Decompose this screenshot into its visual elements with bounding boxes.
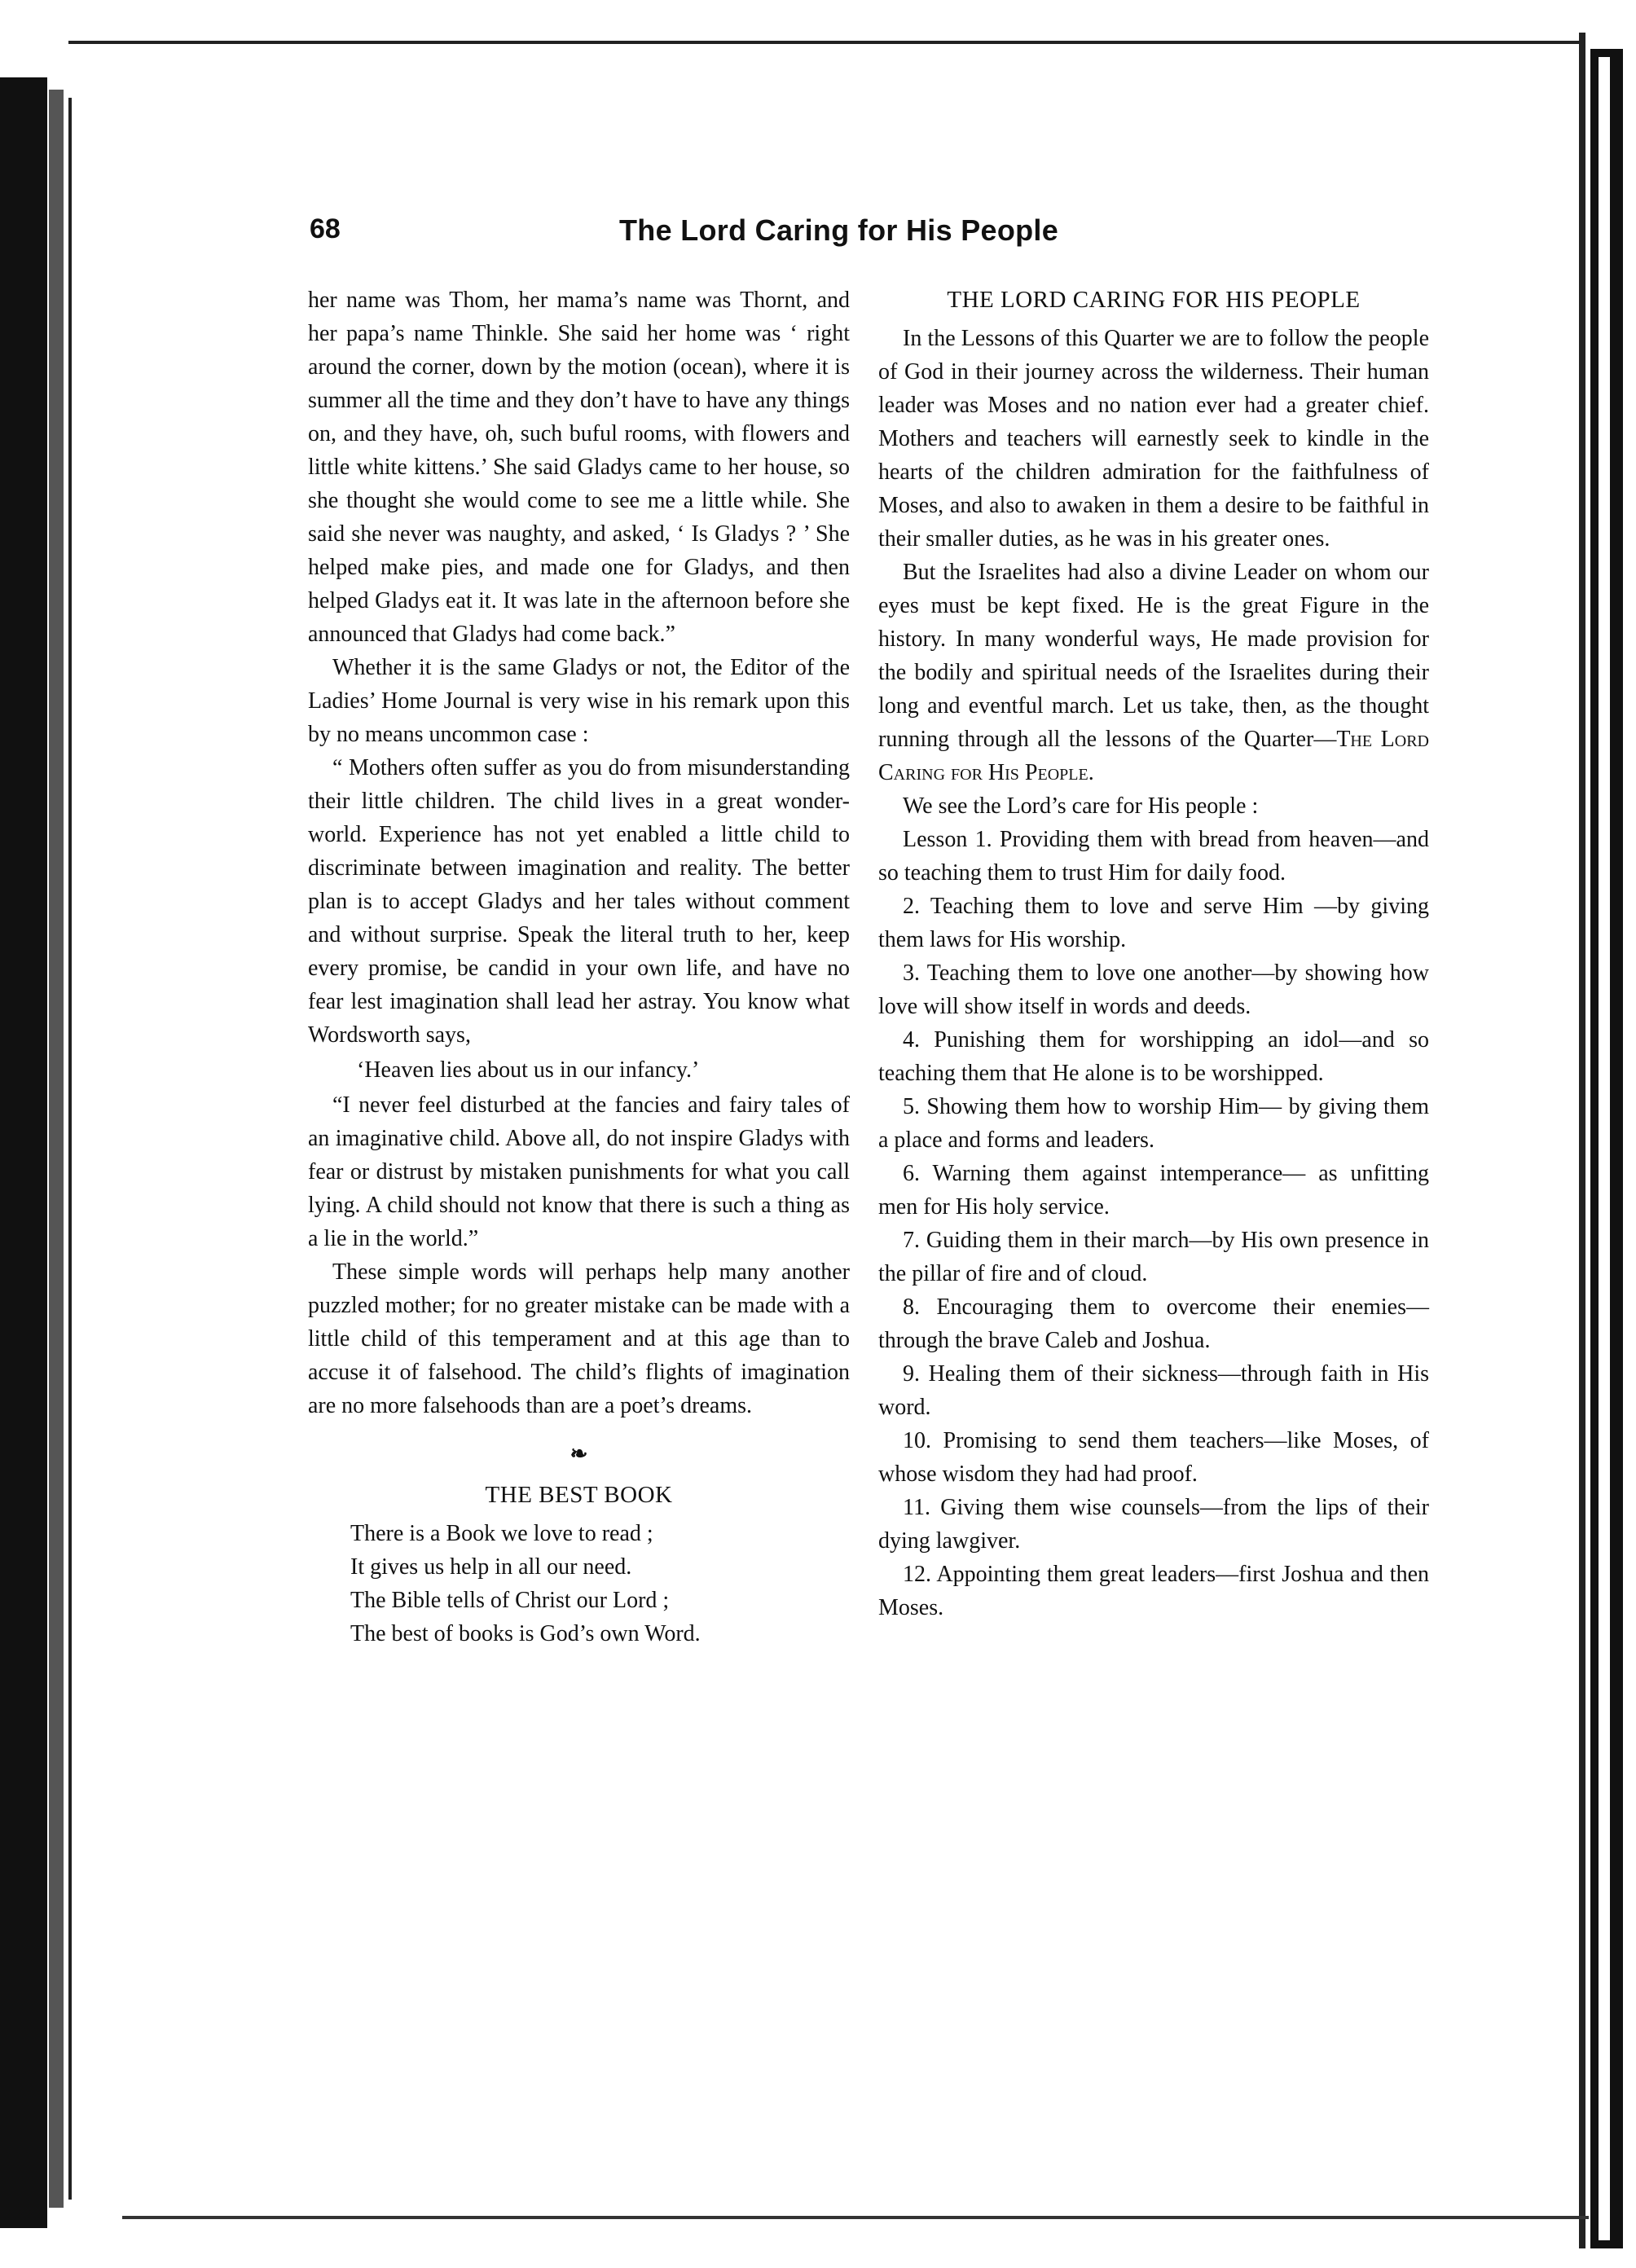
lesson-item: 4. Punishing them for worshipping an idol—and so teaching them that He alone is to be worshipped. [878, 1027, 1429, 1086]
next-page-edge-inner [1599, 57, 1610, 2240]
lesson-item: 9. Healing them of their sickness—through faith in His word. [878, 1361, 1429, 1420]
page-bottom-edge [122, 2216, 1589, 2219]
list-intro: We see the Lord’s care for His people : [903, 793, 1259, 819]
poem-line: There is a Book we love to read ; [350, 1521, 653, 1546]
page-top-edge [68, 41, 1584, 44]
poem-line: It gives us help in all our need. [350, 1554, 632, 1580]
poem-line: The best of books is God’s own Word. [350, 1621, 701, 1646]
lesson-item: 8. Encouraging them to overcome their enemies—through the brave Caleb and Joshua. [878, 1294, 1429, 1353]
right-column [878, 284, 1429, 1624]
right-paragraph-text: But the Israelites had also a divine Leader on whom our eyes must be kept fixed. He is the great Figure in the history. In many wonderful ways, He made provision for the bodily and spiritual needs of the Israelites during their long and eventful march. Let us take, then, as the thought running through all the lessons of the Quarter— [878, 560, 1429, 752]
page-left-edge [68, 98, 72, 2200]
poem [350, 1517, 850, 1650]
left-paragraph: her name was Thom, her mama’s name was Thornt, and her papa’s name Thinkle. She said her home was ‘ right around the corner, down by the motion (ocean), where it is summer all the time and they don’t have to have any things on, and they have, oh, such buful rooms, with flowers and little white kittens.’ She said Gladys came to her house, so she thought she would come to see me a little while. She said she never was naughty, and asked, ‘ Is Gladys ? ’ She helped make pies, and made one for Gladys, and then helped Gladys eat it. It was late in the afternoon before she announced that Gladys had come back.” [308, 288, 850, 647]
poem-line: The Bible tells of Christ our Lord ; [350, 1588, 670, 1613]
page-right-edge [1579, 33, 1585, 2248]
lesson-item: 5. Showing them how to worship Him— by giving them a place and forms and leaders. [878, 1094, 1429, 1153]
right-paragraph-smallcaps: The Lord Caring for His People. [878, 727, 1429, 785]
lesson-item: 10. Promising to send them teachers—like Moses, of whose wisdom they had had proof. [878, 1428, 1429, 1487]
lesson-item: 11. Giving them wise counsels—from the lips of their dying lawgiver. [878, 1495, 1429, 1554]
right-paragraph [878, 556, 1429, 789]
poem-title: THE BEST BOOK [485, 1482, 673, 1508]
ornament-icon: ❧ [570, 1442, 588, 1466]
lesson-item: 7. Guiding them in their march—by His own presence in the pillar of fire and of cloud. [878, 1228, 1429, 1286]
lesson-item: 6. Warning them against intemperance— as unfitting men for His holy service. [878, 1161, 1429, 1220]
lesson-item: 2. Teaching them to love and serve Him —by giving them laws for His worship. [878, 894, 1429, 952]
article-title: THE LORD CARING FOR HIS PEOPLE [947, 287, 1361, 313]
wordsworth-quote: ‘Heaven lies about us in our infancy.’ [357, 1057, 700, 1083]
right-paragraph: In the Lessons of this Quarter we are to follow the people of God in their journey across the wilderness. Their human leader was Moses and no nation ever had a greater chief. Mothers and teachers will earnestly seek to kindle in the hearts of the children admiration for the faithfulness of Moses, and also to awaken in them a desire to be faithful in their smaller duties, as he was in his greater ones. [878, 326, 1429, 552]
book-spine-edge [49, 90, 64, 2208]
lesson-item: Lesson 1. Providing them with bread from heaven—and so teaching them to trust Him for daily food. [878, 827, 1429, 886]
running-title: The Lord Caring for His People [619, 213, 1059, 247]
book-spine-shadow [0, 77, 47, 2228]
left-paragraph: “I never feel disturbed at the fancies and fairy tales of an imaginative child. Above all, do not inspire Gladys with fear or distrust by mistaken punishments for what you call lying. A child should not know that there is such a thing as a lie in the world.” [308, 1092, 850, 1251]
left-paragraph: “ Mothers often suffer as you do from misunderstanding their little children. The child lives in a great wonder-world. Experience has not yet enabled a little child to discriminate between imagination and reality. The better plan is to accept Gladys and her tales without comment and without surprise. Speak the literal truth to her, keep every promise, be candid in your own life, and have no fear lest imagination shall lead her astray. You know what Wordsworth says, [308, 755, 850, 1048]
left-column [308, 284, 850, 1650]
lesson-item: 12. Appointing them great leaders—first Joshua and then Moses. [878, 1562, 1429, 1620]
page-number: 68 [310, 213, 341, 244]
left-paragraph: Whether it is the same Gladys or not, the Editor of the Ladies’ Home Journal is very wise in his remark upon this by no means uncommon case : [308, 655, 850, 747]
left-paragraph: These simple words will perhaps help many another puzzled mother; for no greater mistake can be made with a little child of this temperament and at this age than to accuse it of falsehood. The child’s flights of imagination are no more falsehoods than are a poet’s dreams. [308, 1259, 850, 1418]
lesson-item: 3. Teaching them to love one another—by showing how love will show itself in words and deeds. [878, 960, 1429, 1019]
